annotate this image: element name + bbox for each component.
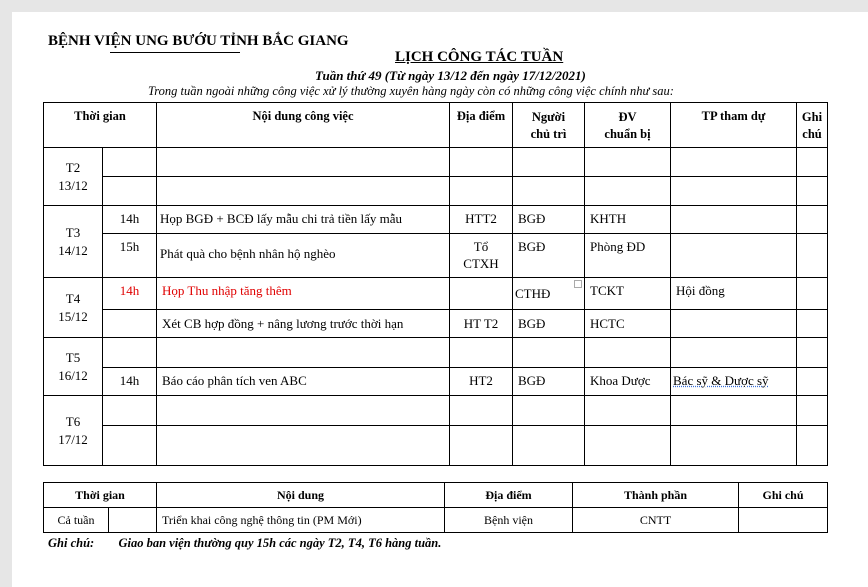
day-name: T2: [65, 159, 81, 175]
location-cell: HTT2: [450, 206, 513, 234]
chair-cell: BGĐ: [513, 310, 585, 338]
prep-cell: KHTH: [585, 206, 671, 234]
location-cell: [450, 278, 513, 310]
location-cell: HT2: [450, 368, 513, 396]
location-cell: [450, 234, 513, 278]
attendees-cell: Hội đồng: [671, 278, 797, 310]
intro-text: Trong tuần ngoài những công việc xử lý thường xuyên hàng ngày còn có những công việc chính như sau:: [148, 84, 674, 98]
attendees-cell: [671, 310, 797, 338]
table-row: [44, 426, 828, 466]
time-cell: [103, 310, 157, 338]
header-prep: [585, 103, 671, 148]
note-cell: [739, 508, 828, 533]
resize-handle-icon: [574, 280, 582, 288]
header-note: [797, 103, 828, 148]
table-row: [44, 206, 828, 234]
period-cell: Cả tuần: [44, 508, 109, 533]
weekly-header-note: Ghi chú: [739, 483, 828, 508]
day-name: T5: [65, 349, 81, 365]
footer-note-text: Giao ban viện thường quy 15h các ngày T2, T4, T6 hàng tuần.: [118, 536, 442, 550]
header-location: Địa điểm: [450, 103, 513, 148]
day-name: T4: [65, 290, 81, 306]
hospital-underline: [110, 52, 240, 53]
header-note-line2: chú: [802, 127, 822, 141]
header-row: [44, 103, 828, 148]
content-cell: Họp Thu nhập tăng thêm: [157, 278, 450, 310]
header-note-line1: Ghi: [801, 110, 823, 124]
location-line1: Tổ: [473, 239, 489, 254]
time-cell: 15h: [103, 234, 157, 278]
time-cell: 14h: [103, 206, 157, 234]
content-cell: Triển khai công nghệ thông tin (PM Mới): [157, 508, 445, 533]
members-cell: CNTT: [573, 508, 739, 533]
location-line2: CTXH: [463, 256, 499, 271]
table-row: [44, 177, 828, 206]
attendees-cell: [671, 234, 797, 278]
chair-cell: BGĐ: [513, 368, 585, 396]
attendees-text: Bác sỹ & Dược sỹ: [673, 373, 769, 388]
day-name: T6: [65, 413, 81, 429]
header-attendees: TP tham dự: [671, 103, 797, 148]
chair-cell: BGĐ: [513, 234, 585, 278]
header-chair-line1: Người: [531, 110, 566, 124]
time-cell: 14h: [103, 278, 157, 310]
content-cell: Họp BGĐ + BCĐ lấy mẫu chi trả tiền lấy mẫu: [157, 206, 450, 234]
time-cell: 14h: [103, 368, 157, 396]
header-chair-line2: chủ trì: [530, 127, 567, 141]
day-name: T3: [65, 224, 81, 240]
table-row: [44, 148, 828, 177]
weekly-header-members: Thành phần: [573, 483, 739, 508]
header-chair: [513, 103, 585, 148]
chair-cell: CTHĐ: [513, 278, 585, 310]
day-cell-t3: [44, 206, 103, 278]
prep-cell: Phòng ĐD: [585, 234, 671, 278]
day-cell-t2: [44, 148, 103, 206]
prep-cell: Khoa Dược: [585, 368, 671, 396]
weekly-header-location: Địa điểm: [445, 483, 573, 508]
content-cell: Báo cáo phân tích ven ABC: [157, 368, 450, 396]
header-time: Thời gian: [44, 103, 157, 148]
header-content: Nội dung công việc: [157, 103, 450, 148]
table-row: [44, 368, 828, 396]
prep-cell: TCKT: [585, 278, 671, 310]
attendees-cell: [671, 206, 797, 234]
location-cell: HT T2: [450, 310, 513, 338]
day-date: 14/12: [58, 242, 88, 258]
table-row: [44, 310, 828, 338]
content-cell: Phát quà cho bệnh nhân hộ nghèo: [157, 234, 450, 278]
chair-cell: BGĐ: [513, 206, 585, 234]
day-date: 13/12: [58, 177, 88, 193]
footer-note-label: Ghi chú:: [48, 536, 95, 550]
table-row: [44, 396, 828, 426]
weekly-header-content: Nội dung: [157, 483, 445, 508]
hospital-name: BỆNH VIỆN UNG BƯỚU TỈNH BẮC GIANG: [48, 33, 349, 49]
week-range: Tuần thứ 49 (Từ ngày 13/12 đến ngày 17/12/2021): [315, 68, 586, 83]
document-title: LỊCH CÔNG TÁC TUẦN: [395, 49, 564, 65]
day-date: 15/12: [58, 308, 88, 324]
day-cell-t4: [44, 278, 103, 338]
location-cell: Bệnh viện: [445, 508, 573, 533]
table-row: [44, 338, 828, 368]
table-row: [44, 234, 828, 278]
table-row: [44, 508, 828, 533]
schedule-table: [43, 102, 828, 466]
table-row: [44, 278, 828, 310]
weekly-table: [43, 482, 828, 533]
content-cell: Xét CB hợp đồng + nâng lương trước thời hạn: [157, 310, 450, 338]
header-prep-line1: ĐV: [618, 110, 637, 124]
prep-cell: HCTC: [585, 310, 671, 338]
attendees-cell: [671, 368, 797, 396]
day-date: 16/12: [58, 367, 88, 383]
day-date: 17/12: [58, 431, 88, 447]
footer-note: [48, 536, 441, 551]
day-cell-t6: [44, 396, 103, 466]
header-prep-line2: chuẩn bị: [604, 127, 651, 141]
weekly-header-row: [44, 483, 828, 508]
day-cell-t5: [44, 338, 103, 396]
weekly-header-time: Thời gian: [44, 483, 157, 508]
